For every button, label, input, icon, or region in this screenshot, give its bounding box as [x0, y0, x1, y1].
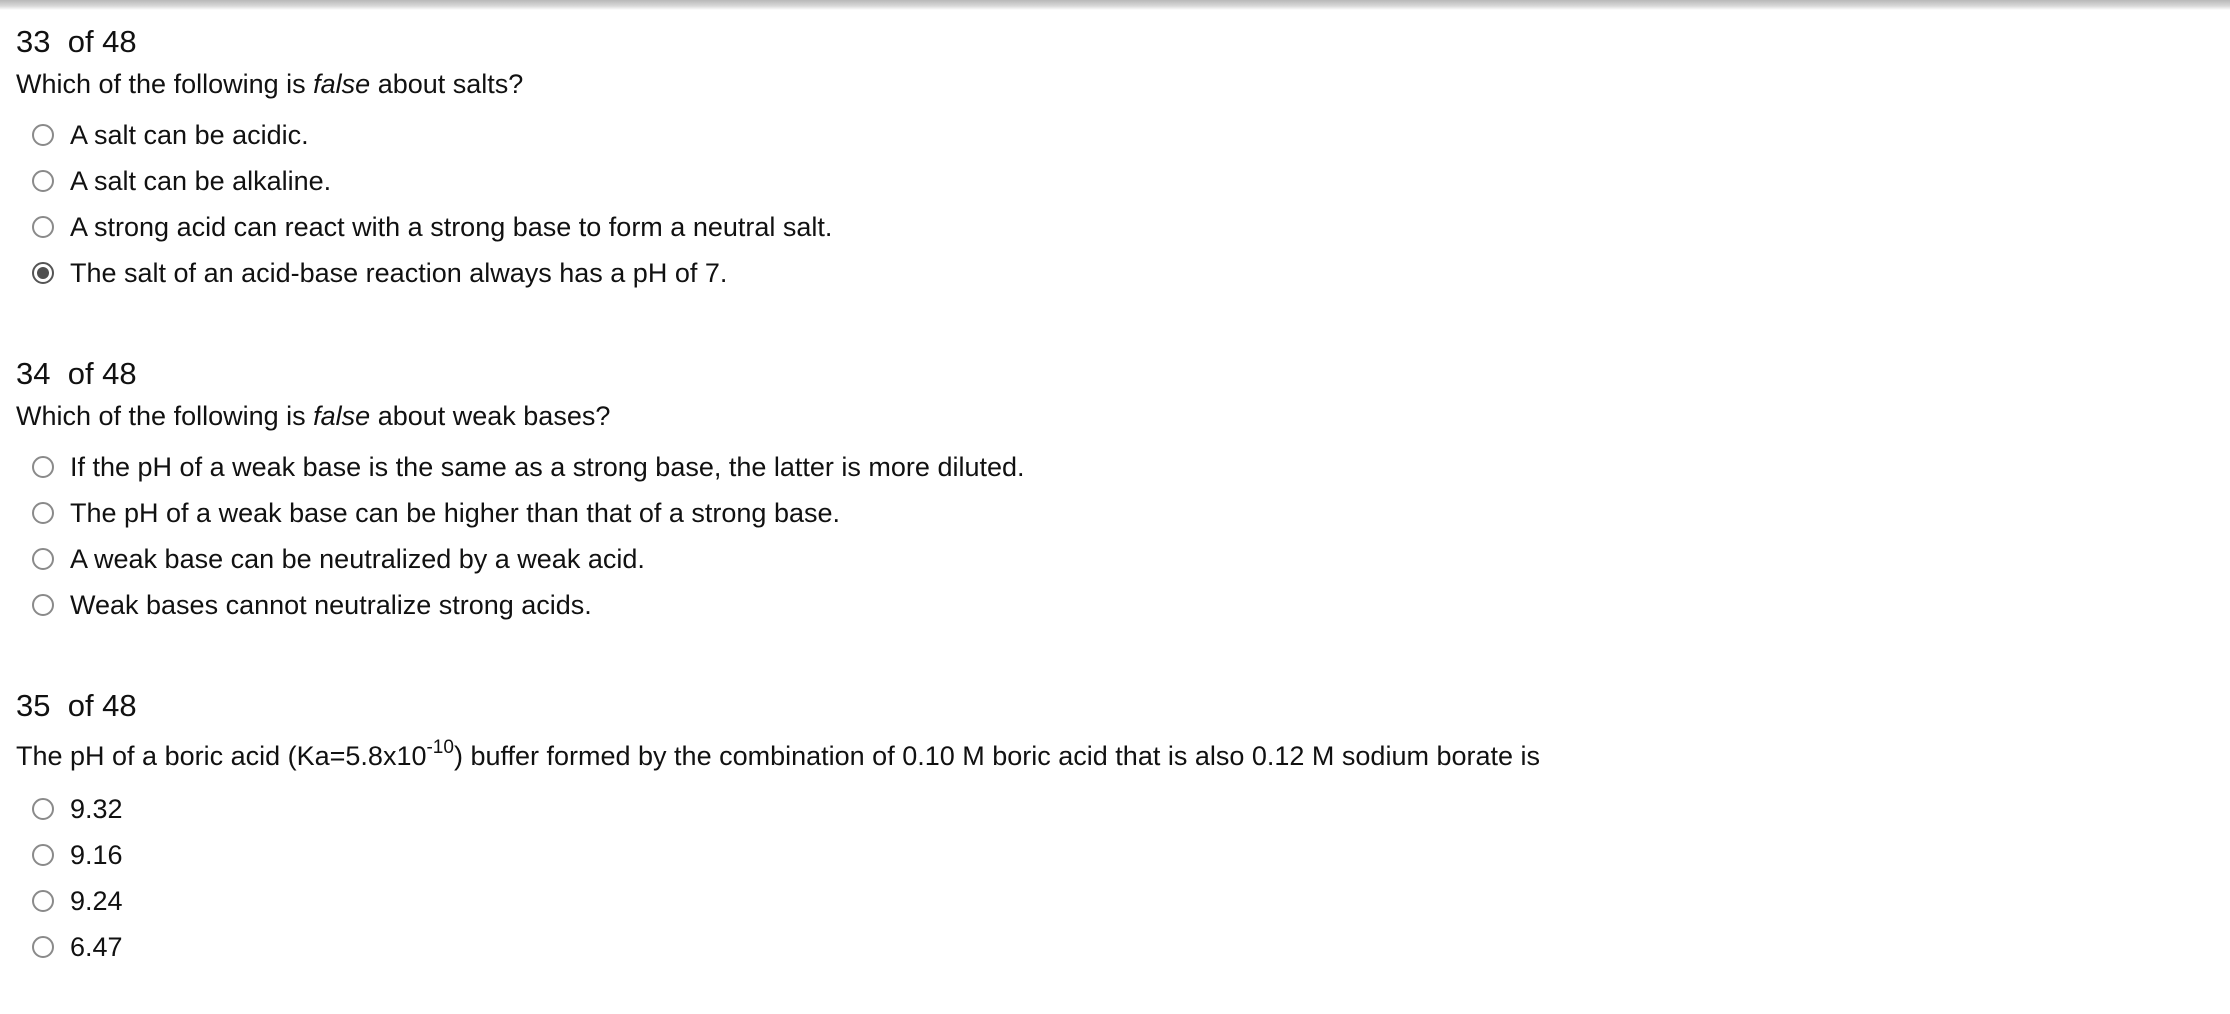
radio-button[interactable]: [32, 502, 54, 524]
radio-button[interactable]: [32, 798, 54, 820]
question-prompt: The pH of a boric acid $(Ka=5.8x10^{-10})$ buffer formed by the combination of 0.10 M boric acid that is also 0.12 M sodium borate is: [16, 737, 1541, 771]
radio-button[interactable]: [32, 124, 54, 146]
answer-option[interactable]: [32, 878, 1540, 924]
option-label[interactable]: 9.32: [70, 794, 123, 824]
exponent: -10: [426, 737, 454, 758]
answer-option[interactable]: [32, 158, 832, 204]
answer-option[interactable]: [32, 204, 832, 250]
radio-button[interactable]: [32, 890, 54, 912]
option-label[interactable]: Weak bases cannot neutralize strong acids.: [70, 590, 592, 620]
option-label[interactable]: 6.47: [70, 932, 123, 962]
answer-option[interactable]: [32, 112, 832, 158]
answer-option[interactable]: [32, 924, 1540, 970]
question-number: 33 of 48: [16, 24, 137, 59]
radio-button[interactable]: [32, 216, 54, 238]
question-34: [16, 354, 1025, 628]
answer-option[interactable]: [32, 490, 1025, 536]
question-number: 34 of 48: [16, 356, 137, 391]
radio-dot: [37, 267, 49, 279]
radio-button[interactable]: [32, 844, 54, 866]
radio-button[interactable]: [32, 936, 54, 958]
answer-options: [16, 112, 832, 296]
answer-option[interactable]: [32, 444, 1025, 490]
question-35: [16, 686, 1540, 970]
option-label[interactable]: The pH of a weak base can be higher than that of a strong base.: [70, 498, 841, 528]
radio-button[interactable]: [32, 594, 54, 616]
question-number: 35 of 48: [16, 688, 137, 723]
radio-button[interactable]: [32, 548, 54, 570]
answer-option[interactable]: [32, 536, 1025, 582]
top-border: [0, 0, 2230, 10]
option-label[interactable]: 9.24: [70, 886, 123, 916]
option-label[interactable]: 9.16: [70, 840, 123, 870]
answer-options: [16, 444, 1025, 628]
answer-options: [16, 786, 1540, 970]
question-prompt: Which of the following is false about salts?: [16, 69, 524, 99]
radio-button[interactable]: [32, 456, 54, 478]
answer-option[interactable]: [32, 832, 1540, 878]
answer-option[interactable]: [32, 250, 832, 296]
radio-button[interactable]: [32, 262, 54, 284]
question-prompt: Which of the following is false about weak bases?: [16, 401, 611, 431]
option-label[interactable]: A strong acid can react with a strong base to form a neutral salt.: [70, 212, 833, 242]
option-label[interactable]: If the pH of a weak base is the same as a strong base, the latter is more diluted.: [70, 452, 1025, 482]
option-label[interactable]: A salt can be acidic.: [70, 120, 309, 150]
answer-option[interactable]: [32, 786, 1540, 832]
answer-option[interactable]: [32, 582, 1025, 628]
option-label[interactable]: A weak base can be neutralized by a weak acid.: [70, 544, 645, 574]
option-label[interactable]: The salt of an acid-base reaction always has a pH of 7.: [70, 258, 728, 288]
question-33: [16, 22, 832, 296]
radio-button[interactable]: [32, 170, 54, 192]
option-label[interactable]: A salt can be alkaline.: [70, 166, 332, 196]
